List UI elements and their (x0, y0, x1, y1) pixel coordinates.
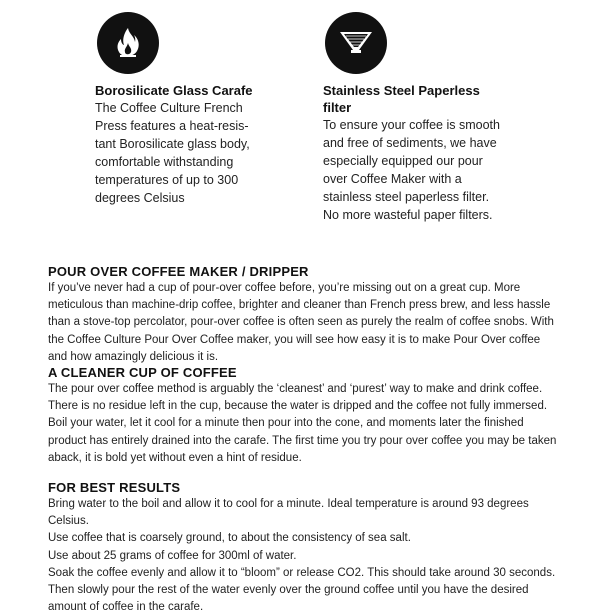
section-heading: POUR OVER COFFEE MAKER / DRIPPER (48, 264, 309, 279)
feature-paperless-filter (323, 12, 503, 224)
section-pour-over (48, 264, 558, 366)
feature-description: The Coffee Culture French Press features a heat-resis- tant Borosilicate glass body, comfortable withstanding temperatures of up to 300 degrees Celsius (95, 101, 250, 205)
flame-icon (97, 12, 159, 74)
section-cleaner-cup (48, 365, 558, 467)
section-heading: A CLEANER CUP OF COFFEE (48, 365, 237, 380)
section-paragraph: If you’ve never had a cup of pour-over coffee before, you’re missing out on a great cup. More meticulous than machine-drip coffee, brighter and cleaner than French press brew, and less hassle than a stove-top percolator, pour-over coffee is often seen as purely the realm of coffee snobs. With the Coffee Culture Pour Over Coffee maker, you will see how easy it is to make Pour Over coffee and how amazingly delicious it is. (48, 282, 554, 363)
section-paragraph: The pour over coffee method is arguably the ‘cleanest’ and ‘purest’ way to make and drink coffee. There is no residue left in the cup, because the water is dripped and the coffee not fully immersed. Boil your water, let it cool for a minute then pour into the cone, and moments later the finished product has entirely drained into the carafe. The first time you try pour over coffee you may be taken aback, it is bold yet without even a hint of residue. (48, 383, 557, 464)
feature-borosilicate (95, 12, 265, 207)
feature-title: Borosilicate Glass Carafe (95, 83, 253, 98)
section-best-results (48, 480, 558, 616)
instruction-line: Soak the coffee evenly and allow it to “bloom” or release CO2. This should take around 30 seconds. (48, 566, 556, 579)
instruction-line: Use about 25 grams of coffee for 300ml of water. (48, 549, 297, 562)
section-heading: FOR BEST RESULTS (48, 480, 181, 495)
instructions-list (48, 496, 558, 616)
instruction-line: Then slowly pour the rest of the water evenly over the ground coffee until you have the desired amount of coffee in the carafe. (48, 584, 529, 614)
instruction-line: Bring water to the boil and allow it to cool for a minute. Ideal temperature is around 93 degrees Celsius. (48, 498, 529, 528)
feature-title: Stainless Steel Paperless filter (323, 83, 480, 115)
feature-description: To ensure your coffee is smooth and free of sediments, we have especially equipped our pour over Coffee Maker with a stainless steel paperless filter. No more wasteful paper filters. (323, 118, 500, 222)
instruction-line: Use coffee that is coarsely ground, to about the consistency of sea salt. (48, 532, 411, 545)
filter-cone-icon (325, 12, 387, 74)
